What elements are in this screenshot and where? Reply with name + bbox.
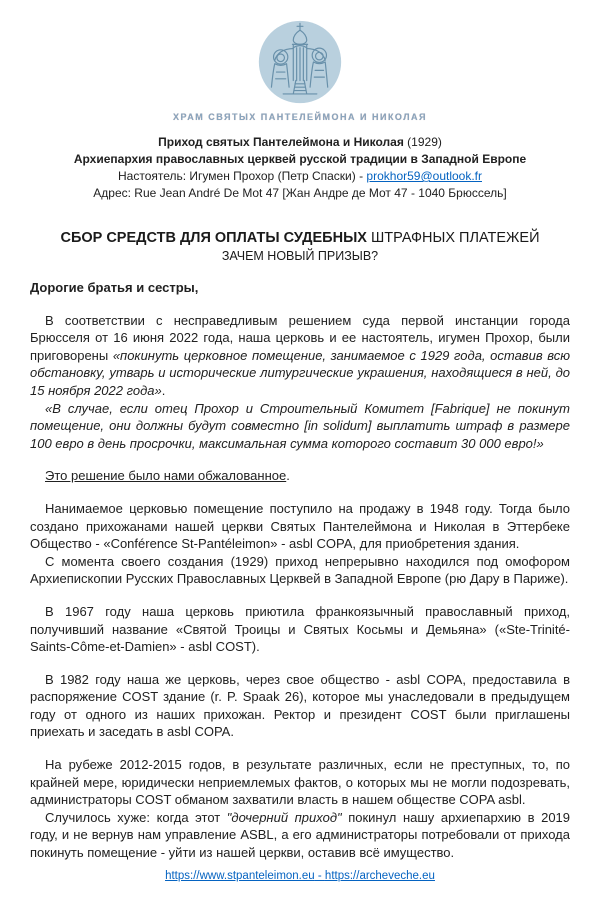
archdiocese-line: Архиепархия православных церквей русской традиции в Западной Европе	[73, 152, 527, 166]
logo-caption: ХРАМ СВЯТЫХ ПАНТЕЛЕЙМОНА И НИКОЛАЯ	[172, 112, 427, 122]
text-run: «покинуть церковное помещение, занимаемое с 1929 года, оставив всю обстановку, утварь и исторические литургические украшения, находящиеся в ней, до 15 ноября 2022 года»	[30, 347, 570, 398]
title-line-2: ЗАЧЕМ НОВЫЙ ПРИЗЫВ?	[221, 249, 379, 263]
paragraph	[30, 312, 570, 400]
footer	[30, 869, 570, 884]
text-run: Это решение было нами обжалованное	[45, 468, 287, 484]
parish-name-line	[30, 134, 570, 151]
paragraph	[30, 553, 570, 588]
text-run: С момента своего создания (1929) приход непрерывно находился под омофором Архиепископии Русских Православных Церквей в Западной Европе (рю Дару в Париже).	[30, 553, 570, 587]
footer-links	[165, 870, 435, 882]
letterhead	[30, 134, 570, 202]
parish-seal-icon	[258, 20, 342, 104]
text-run: .	[161, 382, 166, 398]
text-run: В 1982 году наша же церковь, через свое общество - asbl COPA, предоставила в распоряжение COST здание (r. P. Spaak 26), которое мы унаследовали в предыдущем году от одного из наших прихожан. Ректор и президент COST были приглашены приехать и заседать в asbl COPA.	[30, 671, 570, 740]
footer-link-stpanteleimon[interactable]: https://www.stpanteleimon.eu	[165, 869, 315, 882]
rector-line	[30, 168, 570, 185]
footer-link-archeveche[interactable]: https://archeveche.eu	[324, 869, 435, 882]
paragraph	[30, 400, 570, 453]
text-run: "дочерний приход"	[226, 809, 342, 825]
text-run: «В случае, если отец Прохор и Строительный Комитет [Fabrique] не покинут помещение, они должны будут совместно [in solidum] выплатить штраф в размере 100 евро в день просрочки, максимальная сумма которого составит 30 000 евро!»	[30, 400, 570, 451]
title-line-1-bold: СБОР СРЕДСТВ ДЛЯ ОПЛАТЫ СУДЕБНЫХ	[60, 230, 367, 246]
text-run: Нанимаемое церковью помещение поступило на продажу в 1948 году. Тогда было создано прихожанами нашей церкви Святых Пантелеймона и Николая в Эттербеке Общество - «Conférence St-Pantéleimon» - asbl COPA, для приобретения здания.	[30, 500, 570, 552]
title-line-1	[30, 229, 570, 248]
paragraph	[30, 671, 570, 741]
rector-label: Настоятель: Игумен Прохор (Петр Спаски) -	[118, 169, 367, 183]
logo-block	[30, 20, 570, 122]
footer-link-separator: -	[314, 869, 325, 882]
body-paragraphs	[30, 312, 570, 862]
paragraph	[30, 809, 570, 862]
parish-year: (1929)	[403, 135, 442, 149]
paragraph	[30, 603, 570, 656]
text-run: Случилось хуже: когда этот	[45, 809, 227, 825]
paragraph	[30, 467, 570, 485]
text-run: покинул нашу архиепархию в 2019 году, и не вернув нам управление ASBL, а его администраторы потребовали от прихода покинуть помещение - уйти из нашей церкви, оставив всё имущество.	[30, 809, 571, 861]
paragraph	[30, 756, 570, 809]
address-line: Адрес: Rue Jean André De Mot 47 [Жан Андре де Мот 47 - 1040 Брюссель]	[93, 186, 507, 200]
paragraph	[30, 500, 570, 553]
document-title	[30, 229, 570, 265]
text-run: В соответствии с несправедливым решением суда первой инстанции города Брюсселя от 16 июня 2022 года, наша церковь и ее настоятель, игумен Прохор, были приговорены	[30, 312, 570, 363]
salutation: Дорогие братья и сестры,	[30, 280, 199, 295]
text-run: .	[286, 468, 290, 484]
text-run: В 1967 году наша церковь приютила франкоязычный православный приход, получивший название «Святой Троицы и Святых Косьмы и Демьяна» («Ste-Trinité-Saints-Côme-et-Damien» - asbl COST).	[30, 603, 570, 655]
email-link[interactable]: prokhor59@outlook.fr	[366, 169, 482, 183]
parish-name: Приход святых Пантелеймона и Николая	[158, 135, 404, 149]
text-run: На рубеже 2012-2015 годов, в результате различных, если не преступных, то, по крайней мере, юридически неприемлемых фактов, о которых мы не могли подозревать, администраторы COST обманом захватили власть в нашем обществе COPA asbl.	[30, 757, 570, 808]
title-line-1-rest: ШТРАФНЫХ ПЛАТЕЖЕЙ	[366, 230, 540, 246]
